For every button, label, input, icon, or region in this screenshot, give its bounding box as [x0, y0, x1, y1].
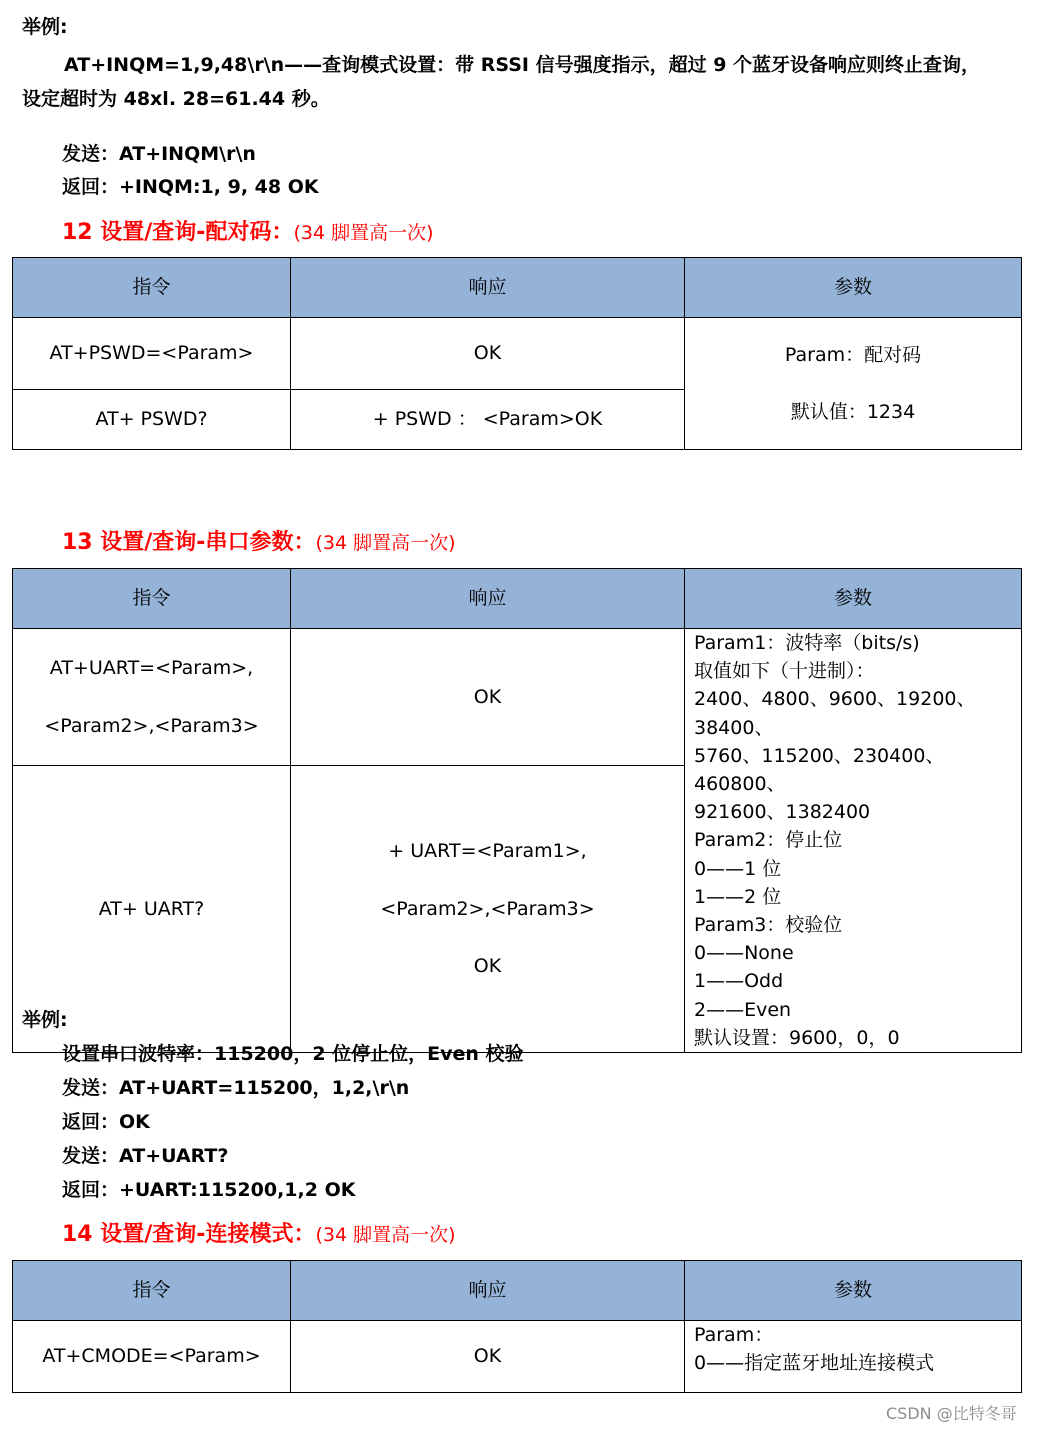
section-14-note: (34 脚置高一次): [315, 1224, 456, 1246]
cmode-param-label: Param：: [694, 1324, 774, 1346]
pswd-set-response: OK: [291, 318, 685, 390]
reply-line: 返回：+INQM:1, 9, 48 OK: [62, 176, 319, 198]
uart-table: [12, 568, 1022, 1053]
uart-query-response-line1: + UART=<Param1>,: [388, 839, 587, 862]
pswd-set-command: AT+PSWD=<Param>: [13, 318, 291, 390]
uart-param-line: 2400、4800、9600、19200、38400、: [694, 688, 976, 739]
pswd-query-response: + PSWD ： <Param>OK: [291, 390, 685, 450]
uart-param-line: Param1：波特率（bits/s): [694, 632, 920, 654]
cmode-params-cell: [685, 1321, 1022, 1393]
uart-query-command: AT+ UART?: [13, 766, 291, 1053]
uart-set-command-line1: AT+UART=<Param>,: [49, 656, 254, 679]
uart-param-line: 5760、115200、230400、460800、: [694, 744, 945, 796]
example-13-label: 举例:: [22, 1009, 68, 1031]
uart-param-line: 2——Even: [694, 998, 792, 1021]
pswd-param-desc: Param：配对码: [784, 343, 922, 366]
uart-query-response: [291, 766, 685, 1053]
uart-param-line: 默认设置：9600，0，0: [694, 1026, 900, 1049]
uart-param-line: Param2：停止位: [694, 829, 843, 852]
uart-set-command-line2: <Param2>,<Param3>: [44, 714, 259, 737]
example-13-line: 发送：AT+UART?: [62, 1145, 229, 1167]
pswd-default: 默认值：1234: [790, 400, 916, 423]
section-12-note: (34 脚置高一次): [293, 222, 434, 244]
uart-param-line: 0——1 位: [694, 857, 782, 880]
section-14-title: 14 设置/查询-连接模式：: [62, 1222, 316, 1247]
uart-param-line: 1——Odd: [694, 970, 784, 993]
uart-param-line: 921600、1382400: [694, 801, 871, 824]
uart-params-list: [694, 629, 1021, 1052]
uart-param-line: Param3：校验位: [694, 914, 843, 937]
section-13-heading: [62, 525, 456, 556]
example-13-line: 发送：AT+UART=115200，1,2,\r\n: [62, 1077, 410, 1099]
cmode-set-response: OK: [291, 1321, 685, 1393]
inqm-description: AT+INQM=1,9,48\r\n——查询模式设置：带 RSSI 信号强度指示，超过 9 个蓝牙设备响应则终止查询，: [64, 54, 981, 76]
header-params: 参数: [685, 1261, 1022, 1321]
cmode-table: [12, 1260, 1022, 1393]
pswd-query-command: AT+ PSWD?: [13, 390, 291, 450]
section-12-heading: [62, 215, 434, 246]
uart-set-command: [13, 629, 291, 766]
section-14-heading: [62, 1217, 456, 1248]
csdn-watermark: CSDN @比特冬哥: [886, 1404, 1017, 1423]
cmode-set-command: AT+CMODE=<Param>: [13, 1321, 291, 1393]
header-params: 参数: [685, 258, 1022, 318]
example-13-line: 设置串口波特率：115200，2 位停止位，Even 校验: [62, 1043, 524, 1065]
uart-param-line: 1——2 位: [694, 885, 782, 908]
header-params: 参数: [685, 569, 1022, 629]
cmode-param-value: 0——指定蓝牙地址连接模式: [694, 1352, 935, 1374]
example-13-line: 返回：+UART:115200,1,2 OK: [62, 1179, 356, 1201]
header-response: 响应: [291, 258, 685, 318]
example-label: 举例:: [22, 16, 68, 38]
header-response: 响应: [291, 1261, 685, 1321]
header-command: 指令: [13, 258, 291, 318]
section-13-title: 13 设置/查询-串口参数：: [62, 530, 316, 555]
uart-query-response-line2: <Param2>,<Param3>: [380, 897, 595, 920]
pswd-table: [12, 257, 1022, 450]
header-command: 指令: [13, 1261, 291, 1321]
inqm-description-cont: 设定超时为 48xl. 28=61.44 秒。: [22, 88, 330, 110]
uart-param-line: 取值如下（十进制）：: [694, 660, 875, 683]
header-command: 指令: [13, 569, 291, 629]
header-response: 响应: [291, 569, 685, 629]
section-13-note: (34 脚置高一次): [315, 532, 456, 554]
send-line: 发送：AT+INQM\r\n: [62, 143, 256, 165]
uart-query-response-line3: OK: [473, 955, 502, 978]
uart-set-response: OK: [291, 629, 685, 766]
section-12-title: 12 设置/查询-配对码：: [62, 220, 294, 245]
uart-params-cell: [685, 629, 1022, 1053]
uart-param-line: 0——None: [694, 942, 794, 965]
pswd-params-cell: [685, 318, 1022, 450]
example-13-line: 返回：OK: [62, 1111, 150, 1133]
